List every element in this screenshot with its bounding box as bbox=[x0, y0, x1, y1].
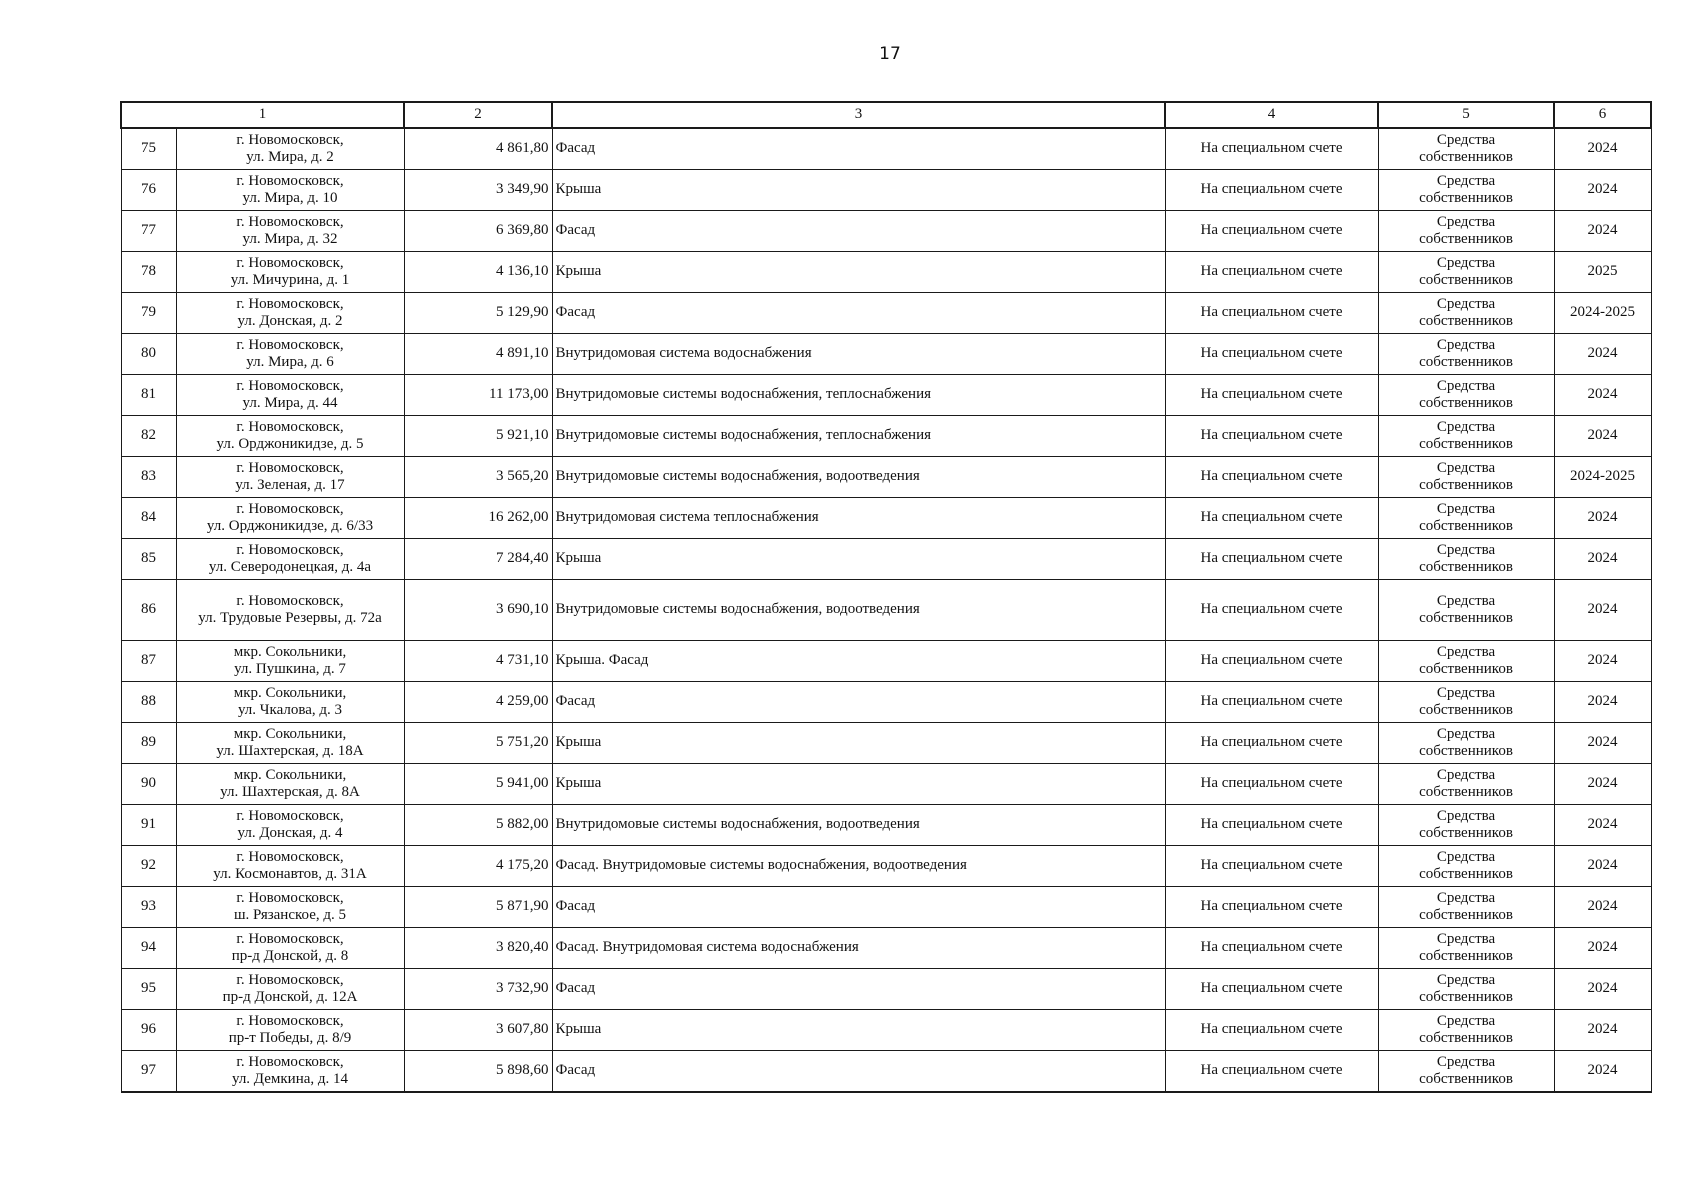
funding-source-cell bbox=[1378, 293, 1554, 334]
address-line-2: ул. Донская, д. 4 bbox=[237, 825, 343, 841]
funding-source-line-2: собственников bbox=[1419, 907, 1513, 923]
year-cell: 2024 bbox=[1554, 846, 1651, 887]
fund-method-cell: На специальном счете bbox=[1165, 416, 1378, 457]
address-line-2: ул. Трудовые Резервы, д. 72а bbox=[198, 610, 382, 626]
address-cell bbox=[176, 928, 404, 969]
funding-source-line-1: Средства bbox=[1436, 930, 1496, 947]
fund-method-cell: На специальном счете bbox=[1165, 1010, 1378, 1051]
funding-source-line-2: собственников bbox=[1419, 610, 1513, 626]
column-number-header-row bbox=[121, 102, 1651, 128]
column-header-4: 4 bbox=[1165, 102, 1378, 128]
fund-method-cell: На специальном счете bbox=[1165, 887, 1378, 928]
funding-source-line-2: собственников bbox=[1419, 149, 1513, 165]
area-cell: 5 871,90 bbox=[404, 887, 552, 928]
funding-source-line-2: собственников bbox=[1419, 784, 1513, 800]
area-cell: 5 129,90 bbox=[404, 293, 552, 334]
year-cell: 2024 bbox=[1554, 1051, 1651, 1093]
table-row bbox=[121, 252, 1651, 293]
work-type-cell: Крыша bbox=[552, 723, 1165, 764]
address-line-1: г. Новомосковск, bbox=[236, 459, 344, 476]
area-cell: 16 262,00 bbox=[404, 498, 552, 539]
address-cell bbox=[176, 252, 404, 293]
fund-method-cell: На специальном счете bbox=[1165, 293, 1378, 334]
funding-source-line-2: собственников bbox=[1419, 231, 1513, 247]
address-cell bbox=[176, 887, 404, 928]
funding-source-line-1: Средства bbox=[1436, 295, 1496, 312]
fund-method-cell: На специальном счете bbox=[1165, 682, 1378, 723]
address-line-1: г. Новомосковск, bbox=[236, 213, 344, 230]
funding-source-line-2: собственников bbox=[1419, 866, 1513, 882]
table-row bbox=[121, 1051, 1651, 1093]
funding-source-cell bbox=[1378, 805, 1554, 846]
fund-method-cell: На специальном счете bbox=[1165, 334, 1378, 375]
address-line-2: ул. Северодонецкая, д. 4а bbox=[208, 559, 372, 575]
address-cell bbox=[176, 1010, 404, 1051]
address-line-1: г. Новомосковск, bbox=[236, 1053, 344, 1070]
address-line-1: г. Новомосковск, bbox=[236, 131, 344, 148]
table-row bbox=[121, 170, 1651, 211]
address-line-1: г. Новомосковск, bbox=[236, 418, 344, 435]
funding-source-cell bbox=[1378, 682, 1554, 723]
address-cell bbox=[176, 498, 404, 539]
fund-method-cell: На специальном счете bbox=[1165, 969, 1378, 1010]
address-line-2: пр-т Победы, д. 8/9 bbox=[228, 1030, 352, 1046]
funding-source-cell bbox=[1378, 969, 1554, 1010]
funding-source-line-2: собственников bbox=[1419, 743, 1513, 759]
column-header-6: 6 bbox=[1554, 102, 1651, 128]
address-cell bbox=[176, 170, 404, 211]
funding-source-line-2: собственников bbox=[1419, 436, 1513, 452]
area-cell: 6 369,80 bbox=[404, 211, 552, 252]
funding-source-cell bbox=[1378, 416, 1554, 457]
year-cell: 2024 bbox=[1554, 682, 1651, 723]
address-line-1: г. Новомосковск, bbox=[236, 971, 344, 988]
address-line-1: г. Новомосковск, bbox=[236, 254, 344, 271]
area-cell: 3 349,90 bbox=[404, 170, 552, 211]
address-cell bbox=[176, 682, 404, 723]
row-number-cell: 83 bbox=[121, 457, 176, 498]
funding-source-line-1: Средства bbox=[1436, 131, 1496, 148]
address-cell bbox=[176, 293, 404, 334]
address-line-2: ул. Мира, д. 10 bbox=[242, 190, 338, 206]
funding-source-line-1: Средства bbox=[1436, 725, 1496, 742]
table-row bbox=[121, 416, 1651, 457]
row-number-cell: 93 bbox=[121, 887, 176, 928]
address-line-2: ул. Мичурина, д. 1 bbox=[230, 272, 350, 288]
table-row bbox=[121, 498, 1651, 539]
page-number: 17 bbox=[879, 44, 901, 64]
address-line-1: мкр. Сокольники, bbox=[233, 643, 347, 660]
funding-source-line-1: Средства bbox=[1436, 1053, 1496, 1070]
address-line-2: ул. Мира, д. 32 bbox=[242, 231, 338, 247]
row-number-cell: 77 bbox=[121, 211, 176, 252]
row-number-cell: 84 bbox=[121, 498, 176, 539]
table-row bbox=[121, 641, 1651, 682]
funding-source-line-1: Средства bbox=[1436, 889, 1496, 906]
funding-source-cell bbox=[1378, 1010, 1554, 1051]
work-type-cell: Внутридомовые системы водоснабжения, водоотведения bbox=[552, 580, 1165, 641]
year-cell: 2024 bbox=[1554, 805, 1651, 846]
address-line-2: ул. Космонавтов, д. 31А bbox=[213, 866, 367, 882]
fund-method-cell: На специальном счете bbox=[1165, 539, 1378, 580]
funding-source-line-1: Средства bbox=[1436, 684, 1496, 701]
area-cell: 5 751,20 bbox=[404, 723, 552, 764]
row-number-cell: 88 bbox=[121, 682, 176, 723]
year-cell: 2024 bbox=[1554, 764, 1651, 805]
row-number-cell: 86 bbox=[121, 580, 176, 641]
address-line-2: ул. Мира, д. 2 bbox=[246, 149, 334, 165]
row-number-cell: 75 bbox=[121, 128, 176, 170]
year-cell: 2024 bbox=[1554, 1010, 1651, 1051]
address-line-1: г. Новомосковск, bbox=[236, 541, 344, 558]
area-cell: 4 136,10 bbox=[404, 252, 552, 293]
fund-method-cell: На специальном счете bbox=[1165, 846, 1378, 887]
address-line-1: г. Новомосковск, bbox=[236, 807, 344, 824]
address-line-2: ул. Пушкина, д. 7 bbox=[234, 661, 346, 677]
column-header-5: 5 bbox=[1378, 102, 1554, 128]
address-cell bbox=[176, 1051, 404, 1093]
work-type-cell: Внутридомовая система водоснабжения bbox=[552, 334, 1165, 375]
funding-source-cell bbox=[1378, 498, 1554, 539]
column-header-1: 1 bbox=[121, 102, 404, 128]
work-type-cell: Фасад bbox=[552, 293, 1165, 334]
area-cell: 4 731,10 bbox=[404, 641, 552, 682]
funding-source-line-2: собственников bbox=[1419, 190, 1513, 206]
funding-source-line-1: Средства bbox=[1436, 336, 1496, 353]
fund-method-cell: На специальном счете bbox=[1165, 375, 1378, 416]
table-row bbox=[121, 805, 1651, 846]
area-cell: 7 284,40 bbox=[404, 539, 552, 580]
fund-method-cell: На специальном счете bbox=[1165, 252, 1378, 293]
fund-method-cell: На специальном счете bbox=[1165, 723, 1378, 764]
row-number-cell: 91 bbox=[121, 805, 176, 846]
area-cell: 4 891,10 bbox=[404, 334, 552, 375]
year-cell: 2024 bbox=[1554, 887, 1651, 928]
work-type-cell: Фасад. Внутридомовые системы водоснабжения, водоотведения bbox=[552, 846, 1165, 887]
column-header-3: 3 bbox=[552, 102, 1165, 128]
funding-source-line-2: собственников bbox=[1419, 272, 1513, 288]
work-type-cell: Крыша bbox=[552, 1010, 1165, 1051]
funding-source-line-1: Средства bbox=[1436, 254, 1496, 271]
address-line-2: пр-д Донской, д. 8 bbox=[231, 948, 349, 964]
funding-source-line-1: Средства bbox=[1436, 172, 1496, 189]
row-number-cell: 80 bbox=[121, 334, 176, 375]
funding-source-cell bbox=[1378, 641, 1554, 682]
area-cell: 4 175,20 bbox=[404, 846, 552, 887]
table-row bbox=[121, 128, 1651, 170]
funding-source-cell bbox=[1378, 252, 1554, 293]
funding-source-line-2: собственников bbox=[1419, 661, 1513, 677]
work-type-cell: Фасад bbox=[552, 682, 1165, 723]
table-row bbox=[121, 764, 1651, 805]
funding-source-cell bbox=[1378, 928, 1554, 969]
work-type-cell: Фасад. Внутридомовая система водоснабжения bbox=[552, 928, 1165, 969]
repair-schedule-table bbox=[120, 101, 1652, 1093]
area-cell: 3 732,90 bbox=[404, 969, 552, 1010]
year-cell: 2024 bbox=[1554, 170, 1651, 211]
funding-source-line-1: Средства bbox=[1436, 848, 1496, 865]
funding-source-cell bbox=[1378, 211, 1554, 252]
table-row bbox=[121, 580, 1651, 641]
work-type-cell: Фасад bbox=[552, 128, 1165, 170]
funding-source-line-2: собственников bbox=[1419, 1030, 1513, 1046]
funding-source-cell bbox=[1378, 846, 1554, 887]
address-line-1: г. Новомосковск, bbox=[236, 336, 344, 353]
work-type-cell: Фасад bbox=[552, 1051, 1165, 1093]
address-cell bbox=[176, 805, 404, 846]
address-line-2: ш. Рязанское, д. 5 bbox=[234, 907, 346, 923]
funding-source-line-1: Средства bbox=[1436, 807, 1496, 824]
funding-source-line-1: Средства bbox=[1436, 971, 1496, 988]
work-type-cell: Внутридомовые системы водоснабжения, теплоснабжения bbox=[552, 375, 1165, 416]
row-number-cell: 97 bbox=[121, 1051, 176, 1093]
year-cell: 2024 bbox=[1554, 641, 1651, 682]
address-cell bbox=[176, 539, 404, 580]
address-cell bbox=[176, 846, 404, 887]
funding-source-cell bbox=[1378, 170, 1554, 211]
funding-source-line-2: собственников bbox=[1419, 354, 1513, 370]
funding-source-cell bbox=[1378, 334, 1554, 375]
area-cell: 3 607,80 bbox=[404, 1010, 552, 1051]
year-cell: 2024 bbox=[1554, 969, 1651, 1010]
address-cell bbox=[176, 334, 404, 375]
funding-source-line-1: Средства bbox=[1436, 213, 1496, 230]
address-line-1: г. Новомосковск, bbox=[236, 930, 344, 947]
funding-source-line-1: Средства bbox=[1436, 643, 1496, 660]
fund-method-cell: На специальном счете bbox=[1165, 928, 1378, 969]
address-line-2: ул. Шахтерская, д. 8А bbox=[220, 784, 360, 800]
address-line-1: г. Новомосковск, bbox=[236, 1012, 344, 1029]
table-row bbox=[121, 375, 1651, 416]
table-row bbox=[121, 846, 1651, 887]
year-cell: 2024-2025 bbox=[1554, 457, 1651, 498]
address-line-2: ул. Орджоникидзе, д. 6/33 bbox=[206, 518, 374, 534]
row-number-cell: 96 bbox=[121, 1010, 176, 1051]
address-line-1: г. Новомосковск, bbox=[236, 172, 344, 189]
fund-method-cell: На специальном счете bbox=[1165, 170, 1378, 211]
work-type-cell: Крыша bbox=[552, 252, 1165, 293]
year-cell: 2025 bbox=[1554, 252, 1651, 293]
address-line-2: ул. Мира, д. 44 bbox=[242, 395, 338, 411]
work-type-cell: Крыша bbox=[552, 764, 1165, 805]
table-row bbox=[121, 1010, 1651, 1051]
address-line-2: ул. Зеленая, д. 17 bbox=[235, 477, 345, 493]
address-cell bbox=[176, 580, 404, 641]
funding-source-line-2: собственников bbox=[1419, 702, 1513, 718]
address-cell bbox=[176, 128, 404, 170]
year-cell: 2024 bbox=[1554, 498, 1651, 539]
address-cell bbox=[176, 457, 404, 498]
address-cell bbox=[176, 416, 404, 457]
funding-source-line-1: Средства bbox=[1436, 766, 1496, 783]
address-line-2: ул. Донская, д. 2 bbox=[237, 313, 343, 329]
area-cell: 3 690,10 bbox=[404, 580, 552, 641]
funding-source-cell bbox=[1378, 457, 1554, 498]
row-number-cell: 87 bbox=[121, 641, 176, 682]
funding-source-line-1: Средства bbox=[1436, 459, 1496, 476]
funding-source-line-2: собственников bbox=[1419, 395, 1513, 411]
address-line-2: ул. Орджоникидзе, д. 5 bbox=[216, 436, 364, 452]
funding-source-line-2: собственников bbox=[1419, 1071, 1513, 1087]
funding-source-line-1: Средства bbox=[1436, 541, 1496, 558]
area-cell: 3 820,40 bbox=[404, 928, 552, 969]
funding-source-cell bbox=[1378, 887, 1554, 928]
address-line-2: пр-д Донской, д. 12А bbox=[222, 989, 358, 1005]
area-cell: 5 882,00 bbox=[404, 805, 552, 846]
address-line-1: г. Новомосковск, bbox=[236, 500, 344, 517]
year-cell: 2024 bbox=[1554, 211, 1651, 252]
area-cell: 11 173,00 bbox=[404, 375, 552, 416]
funding-source-cell bbox=[1378, 764, 1554, 805]
fund-method-cell: На специальном счете bbox=[1165, 457, 1378, 498]
table-row bbox=[121, 887, 1651, 928]
area-cell: 5 898,60 bbox=[404, 1051, 552, 1093]
work-type-cell: Внутридомовые системы водоснабжения, теплоснабжения bbox=[552, 416, 1165, 457]
address-line-1: г. Новомосковск, bbox=[236, 889, 344, 906]
funding-source-line-1: Средства bbox=[1436, 418, 1496, 435]
address-line-1: г. Новомосковск, bbox=[236, 848, 344, 865]
row-number-cell: 90 bbox=[121, 764, 176, 805]
row-number-cell: 95 bbox=[121, 969, 176, 1010]
fund-method-cell: На специальном счете bbox=[1165, 211, 1378, 252]
row-number-cell: 89 bbox=[121, 723, 176, 764]
row-number-cell: 92 bbox=[121, 846, 176, 887]
address-cell bbox=[176, 969, 404, 1010]
area-cell: 5 921,10 bbox=[404, 416, 552, 457]
funding-source-line-2: собственников bbox=[1419, 559, 1513, 575]
table-row bbox=[121, 928, 1651, 969]
year-cell: 2024 bbox=[1554, 928, 1651, 969]
address-cell bbox=[176, 723, 404, 764]
column-header-2: 2 bbox=[404, 102, 552, 128]
funding-source-cell bbox=[1378, 539, 1554, 580]
row-number-cell: 94 bbox=[121, 928, 176, 969]
address-line-1: мкр. Сокольники, bbox=[233, 766, 347, 783]
funding-source-line-2: собственников bbox=[1419, 825, 1513, 841]
table-row bbox=[121, 969, 1651, 1010]
work-type-cell: Фасад bbox=[552, 211, 1165, 252]
funding-source-line-2: собственников bbox=[1419, 948, 1513, 964]
funding-source-line-2: собственников bbox=[1419, 989, 1513, 1005]
work-type-cell: Фасад bbox=[552, 887, 1165, 928]
year-cell: 2024 bbox=[1554, 539, 1651, 580]
area-cell: 4 259,00 bbox=[404, 682, 552, 723]
row-number-cell: 85 bbox=[121, 539, 176, 580]
fund-method-cell: На специальном счете bbox=[1165, 764, 1378, 805]
table-row bbox=[121, 293, 1651, 334]
table-row bbox=[121, 211, 1651, 252]
address-cell bbox=[176, 641, 404, 682]
row-number-cell: 79 bbox=[121, 293, 176, 334]
fund-method-cell: На специальном счете bbox=[1165, 1051, 1378, 1093]
year-cell: 2024 bbox=[1554, 416, 1651, 457]
address-cell bbox=[176, 375, 404, 416]
funding-source-line-1: Средства bbox=[1436, 500, 1496, 517]
address-line-1: г. Новомосковск, bbox=[236, 592, 344, 609]
row-number-cell: 78 bbox=[121, 252, 176, 293]
year-cell: 2024 bbox=[1554, 723, 1651, 764]
funding-source-line-1: Средства bbox=[1436, 1012, 1496, 1029]
area-cell: 4 861,80 bbox=[404, 128, 552, 170]
funding-source-cell bbox=[1378, 375, 1554, 416]
table-row bbox=[121, 457, 1651, 498]
funding-source-line-2: собственников bbox=[1419, 477, 1513, 493]
address-line-2: ул. Демкина, д. 14 bbox=[231, 1071, 349, 1087]
table-row bbox=[121, 682, 1651, 723]
funding-source-line-2: собственников bbox=[1419, 313, 1513, 329]
address-line-1: г. Новомосковск, bbox=[236, 377, 344, 394]
table-row bbox=[121, 334, 1651, 375]
work-type-cell: Внутридомовая система теплоснабжения bbox=[552, 498, 1165, 539]
address-cell bbox=[176, 764, 404, 805]
fund-method-cell: На специальном счете bbox=[1165, 128, 1378, 170]
work-type-cell: Внутридомовые системы водоснабжения, водоотведения bbox=[552, 805, 1165, 846]
fund-method-cell: На специальном счете bbox=[1165, 580, 1378, 641]
address-line-2: ул. Чкалова, д. 3 bbox=[237, 702, 343, 718]
address-line-1: мкр. Сокольники, bbox=[233, 725, 347, 742]
address-line-2: ул. Шахтерская, д. 18А bbox=[216, 743, 364, 759]
funding-source-line-1: Средства bbox=[1436, 377, 1496, 394]
area-cell: 5 941,00 bbox=[404, 764, 552, 805]
year-cell: 2024 bbox=[1554, 375, 1651, 416]
fund-method-cell: На специальном счете bbox=[1165, 805, 1378, 846]
funding-source-line-1: Средства bbox=[1436, 592, 1496, 609]
row-number-cell: 82 bbox=[121, 416, 176, 457]
year-cell: 2024 bbox=[1554, 580, 1651, 641]
work-type-cell: Внутридомовые системы водоснабжения, водоотведения bbox=[552, 457, 1165, 498]
funding-source-cell bbox=[1378, 128, 1554, 170]
funding-source-cell bbox=[1378, 580, 1554, 641]
address-line-1: мкр. Сокольники, bbox=[233, 684, 347, 701]
table-row bbox=[121, 723, 1651, 764]
work-type-cell: Крыша. Фасад bbox=[552, 641, 1165, 682]
work-type-cell: Фасад bbox=[552, 969, 1165, 1010]
funding-source-cell bbox=[1378, 1051, 1554, 1093]
address-line-1: г. Новомосковск, bbox=[236, 295, 344, 312]
work-type-cell: Крыша bbox=[552, 539, 1165, 580]
year-cell: 2024 bbox=[1554, 334, 1651, 375]
fund-method-cell: На специальном счете bbox=[1165, 498, 1378, 539]
row-number-cell: 81 bbox=[121, 375, 176, 416]
funding-source-cell bbox=[1378, 723, 1554, 764]
table-row bbox=[121, 539, 1651, 580]
area-cell: 3 565,20 bbox=[404, 457, 552, 498]
year-cell: 2024-2025 bbox=[1554, 293, 1651, 334]
address-cell bbox=[176, 211, 404, 252]
funding-source-line-2: собственников bbox=[1419, 518, 1513, 534]
row-number-cell: 76 bbox=[121, 170, 176, 211]
fund-method-cell: На специальном счете bbox=[1165, 641, 1378, 682]
address-line-2: ул. Мира, д. 6 bbox=[246, 354, 334, 370]
table-body bbox=[121, 102, 1651, 1092]
work-type-cell: Крыша bbox=[552, 170, 1165, 211]
year-cell: 2024 bbox=[1554, 128, 1651, 170]
